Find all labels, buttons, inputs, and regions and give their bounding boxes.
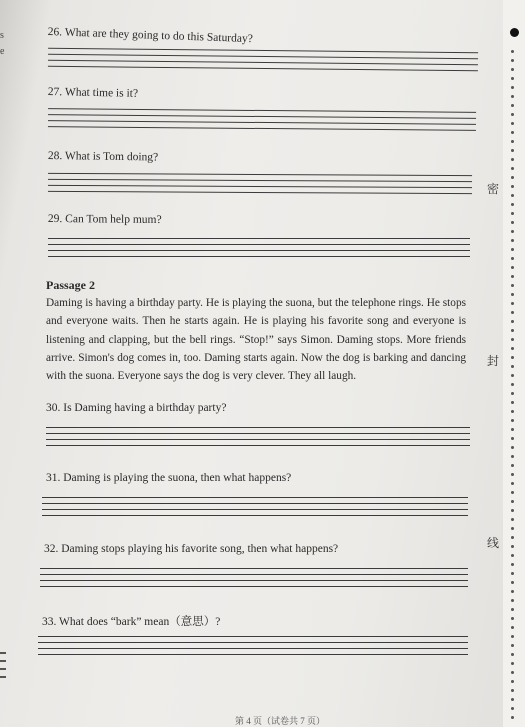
binding-dot bbox=[511, 644, 514, 647]
binding-dot bbox=[511, 437, 514, 440]
binding-dot bbox=[511, 491, 514, 494]
binding-dot bbox=[511, 689, 514, 692]
binding-dot bbox=[511, 293, 514, 296]
binding-dot bbox=[511, 383, 514, 386]
binding-dot bbox=[511, 50, 514, 53]
binding-dot bbox=[511, 680, 514, 683]
binding-dot bbox=[511, 212, 514, 215]
binding-dot bbox=[511, 653, 514, 656]
binding-dot bbox=[511, 599, 514, 602]
binding-dot bbox=[511, 356, 514, 359]
answer-lines-28 bbox=[48, 173, 472, 199]
binding-dot bbox=[511, 473, 514, 476]
question-28: 28. What is Tom doing? bbox=[47, 150, 159, 164]
question-26: 26. What are they going to do this Saturday? bbox=[47, 26, 254, 46]
binding-dot bbox=[511, 671, 514, 674]
binding-dot bbox=[511, 509, 514, 512]
binding-dot bbox=[511, 545, 514, 548]
binding-dot bbox=[511, 221, 514, 224]
binding-dot bbox=[511, 581, 514, 584]
margin-letters bbox=[0, 28, 4, 60]
binding-dot bbox=[511, 266, 514, 269]
answer-lines-32 bbox=[40, 568, 468, 592]
binding-dot bbox=[511, 113, 514, 116]
binding-dot bbox=[511, 527, 514, 530]
binding-dot bbox=[511, 158, 514, 161]
binding-dot bbox=[511, 374, 514, 377]
binding-dot bbox=[511, 608, 514, 611]
question-32: 32. Daming stops playing his favorite song, then what happens? bbox=[44, 543, 339, 555]
binding-dot bbox=[511, 392, 514, 395]
question-30: 30. Is Daming having a birthday party? bbox=[46, 402, 227, 414]
question-27: 27. What time is it? bbox=[47, 86, 139, 100]
binding-dot bbox=[511, 464, 514, 467]
binding-dot bbox=[511, 635, 514, 638]
binding-dot bbox=[511, 203, 514, 206]
binding-dot bbox=[511, 95, 514, 98]
binding-dot bbox=[511, 320, 514, 323]
binding-dot bbox=[511, 401, 514, 404]
binding-dot bbox=[511, 311, 514, 314]
binding-dot bbox=[511, 410, 514, 413]
page-footer: 第 4 页（试卷共 7 页） bbox=[235, 716, 326, 726]
binding-dot bbox=[511, 140, 514, 143]
binding-dot bbox=[511, 338, 514, 341]
binding-dot bbox=[511, 662, 514, 665]
binding-dot bbox=[511, 419, 514, 422]
margin-letter: e bbox=[0, 46, 5, 57]
answer-lines-30 bbox=[46, 427, 470, 451]
binding-dot bbox=[511, 86, 514, 89]
binding-dot bbox=[511, 248, 514, 251]
binding-dot bbox=[511, 518, 514, 521]
binding-dot bbox=[511, 482, 514, 485]
binding-dot bbox=[511, 500, 514, 503]
binding-dot bbox=[511, 239, 514, 242]
binding-dot bbox=[511, 563, 514, 566]
binding-dot bbox=[511, 428, 514, 431]
binding-strip bbox=[503, 0, 525, 727]
margin-mark bbox=[0, 660, 6, 662]
binding-dot bbox=[511, 455, 514, 458]
binding-dot bbox=[511, 626, 514, 629]
binding-dot bbox=[511, 149, 514, 152]
binding-dot bbox=[511, 59, 514, 62]
question-31: 31. Daming is playing the suona, then what happens? bbox=[46, 472, 292, 484]
binding-dot bbox=[511, 536, 514, 539]
binding-dot bbox=[511, 131, 514, 134]
binding-dot bbox=[511, 554, 514, 557]
margin-letter: s bbox=[0, 30, 4, 41]
answer-lines-31 bbox=[42, 497, 468, 521]
answer-lines-29 bbox=[48, 238, 470, 262]
binding-char: 封 bbox=[487, 354, 500, 368]
passage-title: Passage 2 bbox=[46, 278, 95, 292]
margin-mark bbox=[0, 668, 6, 670]
binding-dot bbox=[511, 275, 514, 278]
margin-mark bbox=[0, 652, 6, 654]
answer-lines-27 bbox=[48, 108, 476, 136]
answer-lines-26 bbox=[48, 48, 478, 77]
binding-dot bbox=[511, 284, 514, 287]
binding-dot bbox=[511, 365, 514, 368]
binding-dot bbox=[511, 230, 514, 233]
binding-dot bbox=[511, 176, 514, 179]
binding-dot bbox=[511, 590, 514, 593]
binding-dot bbox=[511, 698, 514, 701]
binding-dot bbox=[511, 617, 514, 620]
binding-dot bbox=[511, 572, 514, 575]
binding-dot bbox=[511, 185, 514, 188]
binding-dot bbox=[511, 104, 514, 107]
binding-dot bbox=[511, 716, 514, 719]
binding-dot bbox=[511, 446, 514, 449]
answer-lines-33 bbox=[38, 636, 468, 660]
binding-dot bbox=[511, 77, 514, 80]
binding-dot bbox=[511, 329, 514, 332]
binding-dot bbox=[511, 257, 514, 260]
binding-dot bbox=[511, 167, 514, 170]
binding-dot bbox=[511, 122, 514, 125]
passage-text: Daming is having a birthday party. He is playing the suona, but the telephone rings. He stops and everyone waits. Then he starts again. He is playing his favorite song and everyone is listening and clapping, but the bell rings. “Stop!” says Simon. Daming stops. More friends arrive. Simon's dog comes in, too. Daming starts again. Now the dog is barking and dancing with the suona. Everyone says the dog is very clever. They all laugh. bbox=[46, 297, 466, 383]
binding-dot bbox=[511, 347, 514, 350]
binding-char: 密 bbox=[487, 182, 500, 196]
binding-dot bbox=[511, 68, 514, 71]
question-33: 33. What does “bark” mean（意思）? bbox=[42, 616, 221, 628]
question-29: 29. Can Tom help mum? bbox=[47, 213, 162, 226]
margin-mark bbox=[0, 676, 6, 678]
binding-hole bbox=[510, 28, 519, 37]
binding-dot bbox=[511, 194, 514, 197]
binding-dot bbox=[511, 302, 514, 305]
binding-dot bbox=[511, 707, 514, 710]
binding-char: 线 bbox=[487, 536, 500, 550]
